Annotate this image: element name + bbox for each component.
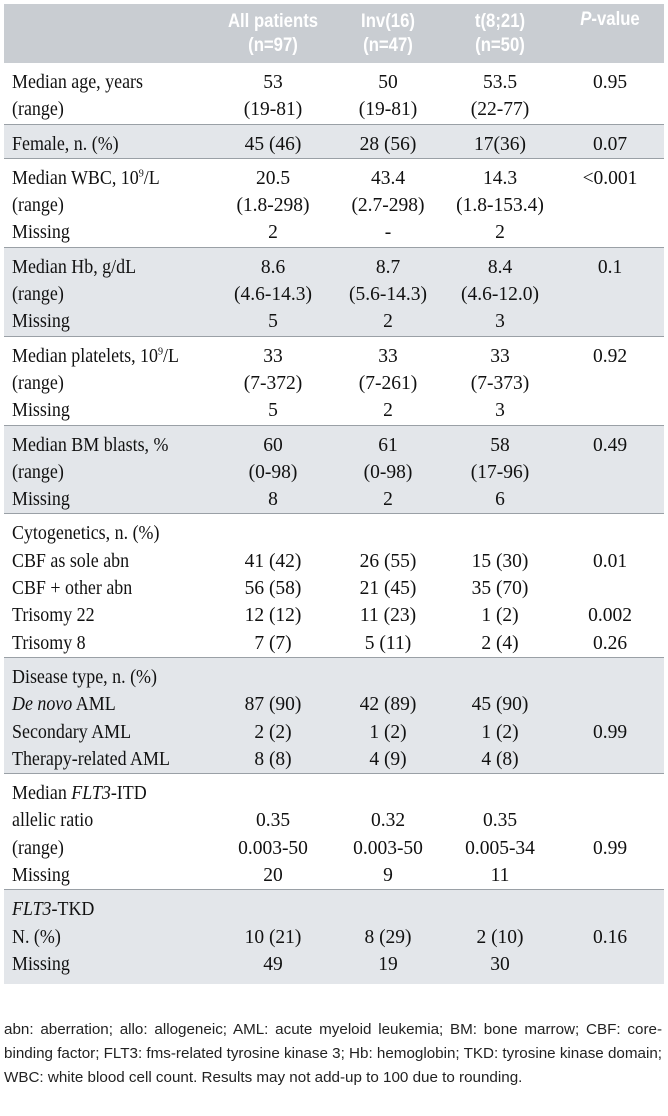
row-label-main: (range) bbox=[12, 195, 64, 217]
row-label-main: Secondary AML bbox=[12, 721, 132, 743]
cell-t821: 45 (90) bbox=[471, 694, 529, 716]
cell-all-patients: 7 (7) bbox=[254, 632, 292, 654]
cell-all-patients: 0.003-50 bbox=[238, 837, 308, 859]
table-row bbox=[4, 835, 664, 862]
cell-p-value: 0.07 bbox=[592, 133, 628, 155]
header-t821 bbox=[451, 4, 550, 63]
cell-t821: 15 (30) bbox=[471, 550, 529, 572]
table-row bbox=[4, 807, 664, 834]
cell-inv16: 2 bbox=[383, 311, 393, 333]
row-label bbox=[4, 520, 214, 547]
cell-inv16 bbox=[332, 520, 444, 547]
cell-t821: (4.6-12.0) bbox=[461, 284, 539, 306]
cell-t821: 2 (4) bbox=[481, 632, 519, 654]
row-label-text bbox=[12, 281, 198, 308]
row-label-text bbox=[12, 575, 198, 602]
table-row bbox=[4, 69, 664, 96]
table-row bbox=[4, 192, 664, 219]
row-label bbox=[4, 924, 214, 951]
row-label-post: -TKD bbox=[51, 899, 95, 921]
cell-p-value: 0.99 bbox=[592, 837, 628, 859]
row-label-text bbox=[12, 691, 198, 718]
table-row bbox=[4, 691, 664, 718]
cell-t821: (7-373) bbox=[470, 372, 530, 394]
cell-inv16: 42 (89) bbox=[359, 694, 417, 716]
cell-all-patients bbox=[214, 896, 332, 923]
cell-inv16: 28 (56) bbox=[359, 133, 417, 155]
table-row bbox=[4, 343, 664, 370]
cell-p-value bbox=[556, 192, 664, 219]
cell-all-patients bbox=[214, 664, 332, 691]
cell-inv16 bbox=[332, 780, 444, 807]
row-label-main: Missing bbox=[12, 953, 70, 975]
cell-p-value bbox=[556, 520, 664, 547]
table-row bbox=[4, 862, 664, 890]
row-label-text bbox=[12, 370, 198, 397]
table-row bbox=[4, 575, 664, 602]
table-row bbox=[4, 281, 664, 308]
cell-all-patients: 8 bbox=[268, 489, 278, 511]
row-label-post: /L bbox=[143, 167, 160, 189]
table-row bbox=[4, 459, 664, 486]
cell-all-patients bbox=[214, 780, 332, 807]
cell-t821: 33 bbox=[490, 345, 510, 367]
row-label-superscript: 9 bbox=[157, 345, 164, 358]
row-label-italic: FLT3 bbox=[71, 783, 111, 805]
cell-inv16: 2 bbox=[383, 400, 393, 422]
cell-t821: 3 bbox=[495, 311, 505, 333]
row-label-main: Therapy-related AML bbox=[12, 748, 170, 770]
cell-p-value bbox=[556, 896, 664, 923]
cell-p-value: 0.49 bbox=[592, 434, 628, 456]
header-all-patients-n: (n=97) bbox=[248, 34, 298, 56]
row-label-main: Missing bbox=[12, 865, 70, 887]
cell-t821: (22-77) bbox=[470, 99, 530, 121]
table-row bbox=[4, 131, 664, 159]
cell-t821: 53.5 bbox=[482, 72, 518, 93]
table-row bbox=[4, 308, 664, 336]
cell-inv16: (5.6-14.3) bbox=[349, 284, 427, 306]
cell-p-value: <0.001 bbox=[582, 167, 638, 189]
header-p-value bbox=[562, 4, 657, 63]
header-inv16 bbox=[339, 4, 438, 63]
row-label-pre: Median platelets, 10 bbox=[12, 345, 158, 367]
cell-all-patients: 49 bbox=[263, 953, 283, 975]
row-label-post: /L bbox=[163, 345, 179, 367]
cell-t821 bbox=[444, 780, 556, 807]
header-p-italic: P bbox=[580, 9, 592, 30]
cell-all-patients: 0.35 bbox=[255, 810, 291, 832]
table-row bbox=[4, 397, 664, 425]
header-t821-title: t(8;21) bbox=[474, 10, 526, 32]
row-label-main: Female, n. (%) bbox=[12, 133, 119, 155]
cell-all-patients: 33 bbox=[263, 345, 283, 367]
cell-all-patients: 10 (21) bbox=[244, 926, 302, 948]
table-row bbox=[4, 432, 664, 459]
cell-p-value: 0.1 bbox=[597, 256, 623, 278]
row-label-text bbox=[12, 951, 198, 978]
table-row bbox=[4, 719, 664, 746]
row-label-main: Disease type, n. (%) bbox=[12, 666, 157, 688]
row-label-text bbox=[12, 746, 198, 773]
row-label-text bbox=[12, 602, 198, 629]
cell-t821: 30 bbox=[490, 953, 510, 975]
header-inv16-n: (n=47) bbox=[363, 34, 413, 56]
row-label-main: allelic ratio bbox=[12, 810, 94, 832]
row-label bbox=[4, 630, 214, 658]
row-label-text bbox=[12, 69, 198, 96]
cell-p-value: 0.01 bbox=[592, 550, 628, 572]
cell-inv16: (7-261) bbox=[358, 372, 418, 394]
row-label-text bbox=[12, 896, 198, 923]
cell-p-value: 0.92 bbox=[592, 345, 628, 367]
row-label bbox=[4, 602, 214, 629]
row-label-text bbox=[12, 780, 198, 807]
cell-all-patients: 87 (90) bbox=[244, 694, 302, 716]
table-row bbox=[4, 486, 664, 514]
cell-t821: 14.3 bbox=[482, 167, 518, 189]
row-label-text bbox=[12, 432, 198, 459]
row-label bbox=[4, 432, 214, 459]
row-label-text bbox=[12, 862, 198, 889]
row-label-text bbox=[12, 486, 198, 513]
cell-p-value bbox=[556, 281, 664, 308]
cell-all-patients: 12 (12) bbox=[244, 605, 302, 627]
row-label bbox=[4, 575, 214, 602]
cell-inv16: (19-81) bbox=[358, 99, 418, 121]
table-row bbox=[4, 254, 664, 281]
cell-all-patients: (19-81) bbox=[243, 99, 303, 121]
table-row bbox=[4, 630, 664, 658]
row-label bbox=[4, 459, 214, 486]
row-label-text bbox=[12, 131, 198, 158]
patient-characteristics-table bbox=[4, 4, 664, 984]
cell-p-value: 0.002 bbox=[588, 605, 632, 627]
cell-p-value bbox=[556, 691, 664, 718]
row-label-text bbox=[12, 630, 198, 657]
row-label-text bbox=[12, 548, 198, 575]
cell-p-value bbox=[556, 219, 664, 247]
cell-t821: 8.4 bbox=[487, 256, 513, 278]
table-row bbox=[4, 896, 664, 923]
table-row bbox=[4, 548, 664, 575]
row-label bbox=[4, 192, 214, 219]
cell-p-value bbox=[556, 459, 664, 486]
cell-all-patients: 53 bbox=[263, 72, 283, 93]
row-label bbox=[4, 486, 214, 514]
row-label bbox=[4, 746, 214, 774]
row-label-main: Missing bbox=[12, 489, 70, 511]
row-label-main: CBF + other abn bbox=[12, 578, 133, 600]
cell-inv16 bbox=[332, 664, 444, 691]
row-label-italic: FLT3 bbox=[12, 899, 52, 921]
cell-inv16: (0-98) bbox=[363, 461, 413, 483]
cell-t821: 2 bbox=[495, 222, 505, 244]
cell-t821: 4 (8) bbox=[481, 748, 519, 770]
table-row bbox=[4, 924, 664, 951]
cell-t821: (17-96) bbox=[470, 461, 530, 483]
cell-p-value bbox=[556, 780, 664, 807]
row-label bbox=[4, 165, 214, 192]
row-label-main: (range) bbox=[12, 837, 64, 859]
header-t821-n: (n=50) bbox=[475, 34, 525, 56]
cell-inv16: 11 (23) bbox=[359, 605, 417, 627]
row-label-main: Cytogenetics, n. (%) bbox=[12, 523, 160, 545]
cell-all-patients: 2 (2) bbox=[254, 721, 292, 743]
cell-t821 bbox=[444, 664, 556, 691]
cell-t821: 0.005-34 bbox=[465, 837, 535, 859]
cell-p-value: 0.26 bbox=[592, 632, 628, 654]
table-row bbox=[4, 96, 664, 124]
row-label-text bbox=[12, 459, 198, 486]
row-label-italic: De novo bbox=[12, 694, 73, 716]
cell-p-value bbox=[556, 664, 664, 691]
row-label-text bbox=[12, 343, 198, 370]
cell-inv16: 8.7 bbox=[375, 256, 401, 278]
row-label-main: Trisomy 22 bbox=[12, 605, 95, 627]
cell-t821: (1.8-153.4) bbox=[456, 195, 544, 217]
row-label-post: -ITD bbox=[110, 783, 147, 805]
row-label-main: N. (%) bbox=[12, 926, 61, 948]
cell-all-patients: 45 (46) bbox=[244, 133, 302, 155]
cell-all-patients: (7-372) bbox=[243, 372, 303, 394]
row-label bbox=[4, 807, 214, 834]
cell-p-value bbox=[556, 96, 664, 124]
row-label-text bbox=[12, 192, 198, 219]
cell-p-value bbox=[556, 951, 664, 978]
row-label-text bbox=[12, 664, 198, 691]
cell-inv16: 26 (55) bbox=[359, 550, 417, 572]
cell-t821: 35 (70) bbox=[471, 578, 529, 600]
row-label-main: (range) bbox=[12, 461, 64, 483]
cell-t821 bbox=[444, 896, 556, 923]
row-label-main: Median age, years bbox=[12, 72, 144, 93]
row-label-text bbox=[12, 254, 198, 281]
row-label bbox=[4, 719, 214, 746]
row-label bbox=[4, 896, 214, 923]
cell-all-patients: 8 (8) bbox=[254, 748, 292, 770]
row-label-text bbox=[12, 308, 198, 335]
cell-p-value: 0.95 bbox=[592, 72, 628, 93]
header-label-cell bbox=[17, 4, 202, 63]
row-label-main: Missing bbox=[12, 311, 70, 333]
cell-all-patients: (4.6-14.3) bbox=[234, 284, 312, 306]
row-label bbox=[4, 343, 214, 370]
row-label-text bbox=[12, 807, 198, 834]
header-all-patients-title: All patients bbox=[227, 10, 319, 32]
cell-all-patients: 5 bbox=[268, 311, 278, 333]
cell-t821: 3 bbox=[495, 400, 505, 422]
table-row bbox=[4, 165, 664, 192]
cell-all-patients: 20 bbox=[263, 865, 283, 887]
row-label-main: Missing bbox=[12, 400, 70, 422]
row-label-main: Trisomy 8 bbox=[12, 632, 86, 654]
cell-inv16: 0.32 bbox=[370, 810, 406, 832]
header-inv16-title: Inv(16) bbox=[361, 10, 415, 32]
row-label-main: Missing bbox=[12, 222, 70, 244]
cell-inv16: 5 (11) bbox=[364, 632, 412, 654]
row-label bbox=[4, 281, 214, 308]
cell-inv16 bbox=[332, 896, 444, 923]
cell-t821: 0.35 bbox=[482, 810, 518, 832]
cell-inv16: 2 bbox=[383, 489, 393, 511]
cell-inv16: (2.7-298) bbox=[351, 195, 425, 217]
cell-all-patients: 41 (42) bbox=[244, 550, 302, 572]
table-row bbox=[4, 370, 664, 397]
row-label bbox=[4, 691, 214, 718]
row-label-main: (range) bbox=[12, 99, 64, 121]
cell-t821: 58 bbox=[490, 434, 510, 456]
row-label-superscript: 9 bbox=[138, 167, 144, 180]
row-label-main: Median Hb, g/dL bbox=[12, 256, 137, 278]
cell-p-value bbox=[556, 370, 664, 397]
row-label bbox=[4, 308, 214, 336]
row-label bbox=[4, 96, 214, 124]
header-all-patients bbox=[221, 4, 325, 63]
table-header bbox=[4, 4, 664, 63]
row-label-pre: Median WBC, 10 bbox=[12, 167, 139, 189]
cell-inv16: 1 (2) bbox=[369, 721, 407, 743]
row-label-text bbox=[12, 219, 198, 246]
row-label bbox=[4, 370, 214, 397]
row-label bbox=[4, 835, 214, 862]
row-label-text bbox=[12, 835, 198, 862]
cell-all-patients: 60 bbox=[263, 434, 283, 456]
row-label-text bbox=[12, 520, 198, 547]
row-label-text bbox=[12, 165, 198, 192]
row-label-post: AML bbox=[72, 694, 116, 716]
cell-all-patients bbox=[214, 520, 332, 547]
cell-all-patients: (0-98) bbox=[248, 461, 298, 483]
row-label bbox=[4, 131, 214, 159]
cell-p-value bbox=[556, 746, 664, 774]
row-label-text bbox=[12, 719, 198, 746]
cell-t821: 2 (10) bbox=[476, 926, 524, 948]
row-label bbox=[4, 548, 214, 575]
cell-all-patients: (1.8-298) bbox=[236, 195, 310, 217]
cell-t821: 11 bbox=[490, 865, 510, 887]
row-label bbox=[4, 397, 214, 425]
cell-all-patients: 5 bbox=[268, 400, 278, 422]
row-label-main: (range) bbox=[12, 284, 64, 306]
table-row bbox=[4, 602, 664, 629]
cell-inv16: 4 (9) bbox=[369, 748, 407, 770]
cell-inv16: 33 bbox=[378, 345, 398, 367]
table-row bbox=[4, 746, 664, 774]
cell-p-value bbox=[556, 807, 664, 834]
header-p-value-text bbox=[562, 8, 657, 32]
cell-t821: 17(36) bbox=[474, 133, 526, 155]
cell-inv16: 50 bbox=[378, 72, 398, 93]
cell-t821: 1 (2) bbox=[481, 721, 519, 743]
header-p-rest: -value bbox=[591, 9, 640, 30]
row-label bbox=[4, 664, 214, 691]
cell-all-patients: 20.5 bbox=[255, 167, 291, 189]
table-row bbox=[4, 780, 664, 807]
row-label bbox=[4, 951, 214, 978]
cell-inv16: 43.4 bbox=[370, 167, 406, 189]
row-label-main: CBF as sole abn bbox=[12, 550, 130, 572]
cell-p-value bbox=[556, 575, 664, 602]
row-label-main: (range) bbox=[12, 372, 64, 394]
row-label bbox=[4, 254, 214, 281]
table-footnote: abn: aberration; allo: allogeneic; AML: acute myeloid leukemia; BM: bone marrow; CBF: core-binding factor; FLT3: fms-related tyrosine kinase 3; Hb: hemoglobin; TKD: tyrosine kinase domain; WBC: white blood cell count. Results may not add-up to 100 due to rounding. bbox=[4, 1021, 662, 1086]
section-spacer bbox=[4, 978, 664, 984]
table-row bbox=[4, 951, 664, 978]
cell-p-value bbox=[556, 308, 664, 336]
cell-all-patients: 2 bbox=[268, 222, 278, 244]
cell-inv16: - bbox=[384, 222, 392, 244]
cell-all-patients: 56 (58) bbox=[244, 578, 302, 600]
cell-p-value: 0.16 bbox=[592, 926, 628, 948]
cell-p-value bbox=[556, 397, 664, 425]
cell-t821: 6 bbox=[495, 489, 505, 511]
row-label-text bbox=[12, 96, 198, 123]
cell-inv16: 21 (45) bbox=[359, 578, 417, 600]
cell-inv16: 9 bbox=[383, 865, 393, 887]
row-label-text bbox=[12, 397, 198, 424]
cell-inv16: 0.003-50 bbox=[353, 837, 423, 859]
cell-t821 bbox=[444, 520, 556, 547]
table-row bbox=[4, 219, 664, 247]
row-label bbox=[4, 219, 214, 247]
cell-all-patients: 8.6 bbox=[260, 256, 286, 278]
cell-p-value bbox=[556, 862, 664, 890]
row-label bbox=[4, 862, 214, 890]
row-label bbox=[4, 69, 214, 96]
row-label-text bbox=[12, 924, 198, 951]
cell-t821: 1 (2) bbox=[481, 605, 519, 627]
cell-inv16: 19 bbox=[378, 953, 398, 975]
header-row bbox=[4, 4, 664, 63]
row-label bbox=[4, 780, 214, 807]
row-label-pre: Median bbox=[12, 783, 72, 805]
table-row bbox=[4, 520, 664, 547]
cell-p-value bbox=[556, 486, 664, 514]
table-row bbox=[4, 664, 664, 691]
cell-inv16: 61 bbox=[378, 434, 398, 456]
cell-p-value: 0.99 bbox=[592, 721, 628, 743]
spacer-cell bbox=[4, 978, 664, 984]
cell-inv16: 8 (29) bbox=[364, 926, 412, 948]
table-body bbox=[4, 63, 664, 984]
row-label-main: Median BM blasts, % bbox=[12, 434, 169, 456]
